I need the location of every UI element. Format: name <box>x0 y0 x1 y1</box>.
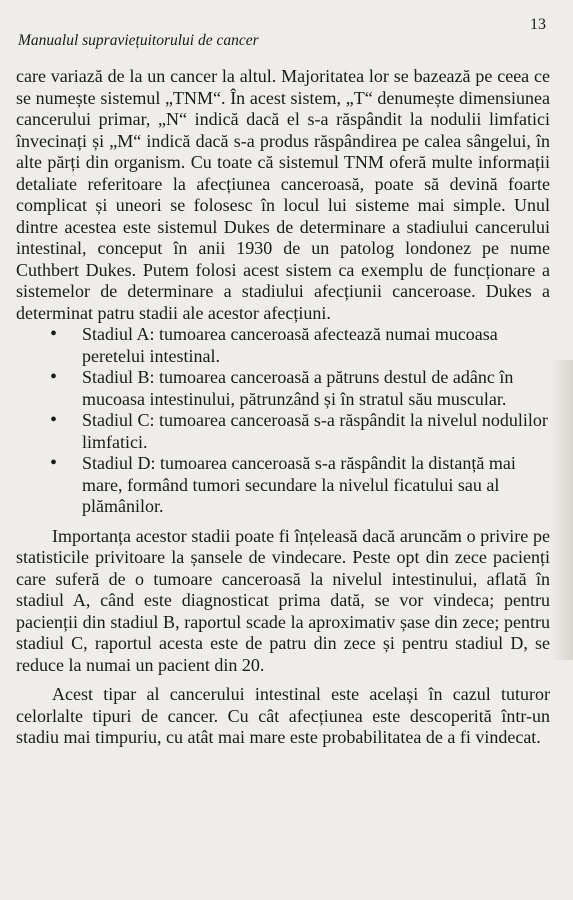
stage-text: Stadiul D: tumoarea canceroasă s-a răspândit la distanță mai mare, formând tumori secundare la nivelul ficatului sau al plămânilor. <box>82 453 516 516</box>
paragraph-statistics: Importanța acestor stadii poate fi înțeleasă dacă aruncăm o privire pe statisticile privitoare la șansele de vindecare. Peste opt din zece pacienți care suferă de o tumoare canceroasă la nivelul intestinului, aflată în stadiul A, când este diagnosticat prima dată, se vor vindeca; pentru pacienții din stadiul B, raportul scade la aproximativ șase din zece; pentru stadiul C, raportul acesta este de patru din zece și pentru stadiul D, se reduce la numai un pacient din 20. <box>16 525 550 675</box>
stage-text: Stadiul A: tumoarea canceroasă afectează numai mucoasa peretelui intestinal. <box>82 324 498 366</box>
page-header <box>16 14 546 54</box>
list-item-stage-a <box>16 324 550 367</box>
page-body <box>16 66 550 749</box>
bullet-icon: • <box>50 409 58 431</box>
dukes-stages-list <box>16 324 550 518</box>
bullet-icon: • <box>50 452 58 474</box>
bullet-icon: • <box>50 366 58 388</box>
bullet-icon: • <box>50 323 58 345</box>
page-number: 13 <box>530 16 546 33</box>
page-edge-shadow <box>551 360 573 660</box>
running-head: Manualul supraviețuitorului de cancer <box>18 32 259 49</box>
paragraph-conclusion: Acest tipar al cancerului intestinal este același în cazul tuturor celorlalte tipuri de cancer. Cu cât afecțiunea este descoperită într-un stadiu mai timpuriu, cu atât mai mare este probabilitatea de a fi vindecat. <box>16 684 550 747</box>
list-item-stage-c <box>16 410 550 453</box>
list-item-stage-b <box>16 367 550 410</box>
stage-text: Stadiul C: tumoarea canceroasă s-a răspândit la nivelul nodulilor limfatici. <box>82 410 548 452</box>
paragraph-staging-systems: care variază de la un cancer la altul. Majoritatea lor se bazează pe ceea ce se numește sistemul „TNM“. În acest sistem, „T“ denumește dimensiunea cancerului primar, „N“ indică dacă el s-a răspândit la nodulii limfatici învecinați și „M“ indică dacă s-a produs răspândirea pe calea sângelui, în alte părți din organism. Cu toate că sistemul TNM oferă multe informații detaliate referitoare la afecțiunea canceroasă, poate să devină foarte complicat și uneori se folosesc în locul lui sisteme mai simple. Unul dintre acestea este sistemul Dukes de determinare a stadiului cancerului intestinal, conceput în anii 1930 de un patolog londonez pe nume Cuthbert Dukes. Putem folosi acest sistem ca exemplu de funcționare a sistemelor de determinare a stadiului afecțiunii canceroase. Dukes a determinat patru stadii ale acestor afecțiuni. <box>16 66 550 323</box>
stage-text: Stadiul B: tumoarea canceroasă a pătruns destul de adânc în mucoasa intestinului, pătrunzând și în stratul său muscular. <box>82 367 514 409</box>
list-item-stage-d <box>16 453 550 518</box>
